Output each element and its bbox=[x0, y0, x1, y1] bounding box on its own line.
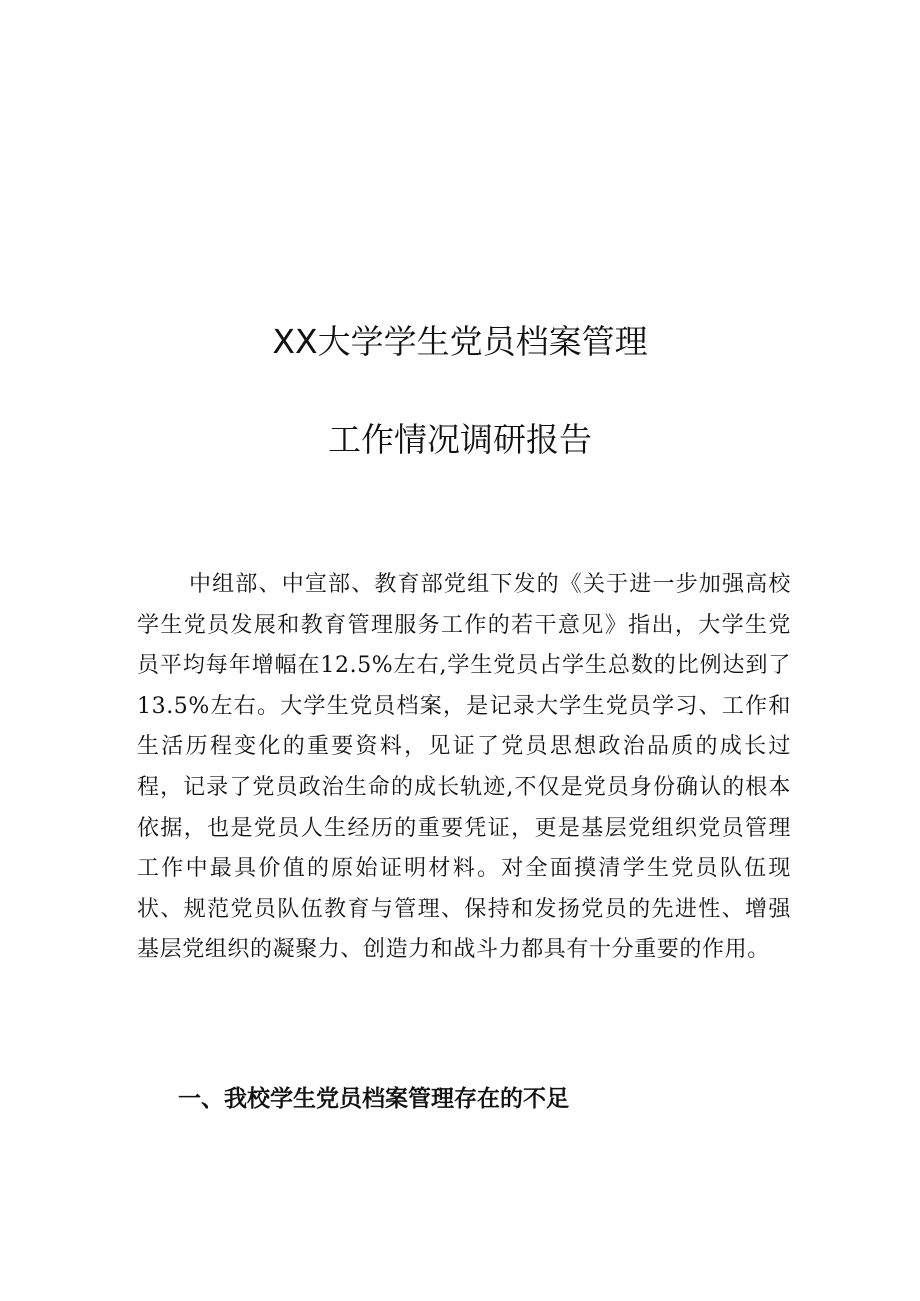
section-1-heading: 一、我校学生党员档案管理存在的不足 bbox=[178, 1086, 569, 1112]
intro-paragraph: 中组部、中宣部、教育部党组下发的《关于进一步加强高校学生党员发展和教育管理服务工作的若干意见》指出，大学生党员平均每年增幅在12.5%左右,学生党员占学生总数的比例达到了13.5%左右。大学生党员档案，是记录大学生党员学习、工作和生活历程变化的重要资料，见证了党员思想政治品质的成长过程，记录了党员政治生命的成长轨迹,不仅是党员身份确认的根本依据，也是党员人生经历的重要凭证，更是基层党组织党员管理工作中最具价值的原始证明材料。对全面摸清学生党员队伍现状、规范党员队伍教育与管理、保持和发扬党员的先进性、增强基层党组织的凝聚力、创造力和战斗力都具有十分重要的作用。 bbox=[137, 572, 791, 963]
report-title-line-1: XX大学学生党员档案管理 bbox=[272, 322, 648, 361]
report-title-line-2: 工作情况调研报告 bbox=[328, 420, 592, 459]
